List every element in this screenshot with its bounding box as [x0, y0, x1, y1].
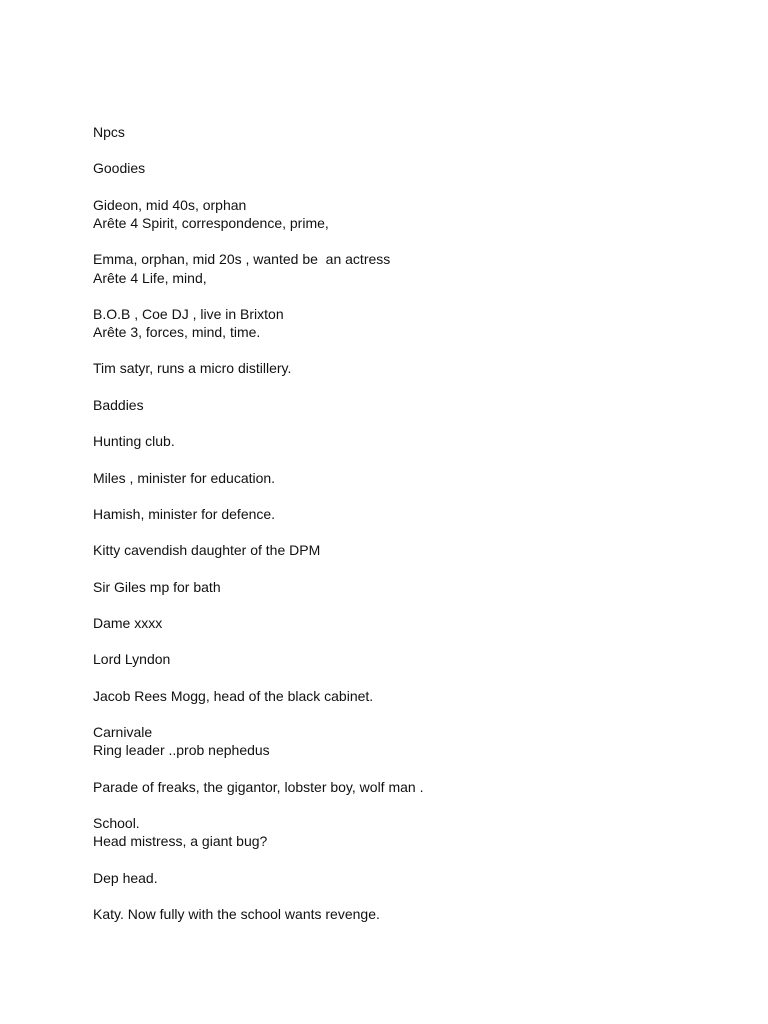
blank-line: [93, 487, 733, 505]
document-line: Dame xxxx: [93, 615, 163, 632]
document-line: Carnivale: [93, 724, 153, 741]
blank-line: [93, 450, 733, 468]
blank-line: [93, 141, 733, 159]
document-line: Kitty cavendish daughter of the DPM: [93, 542, 321, 559]
document-page: [93, 123, 733, 923]
blank-line: [93, 760, 733, 778]
document-line: Hamish, minister for defence.: [93, 505, 276, 522]
document-line: Gideon, mid 40s, orphan: [93, 196, 247, 213]
document-line: School.: [93, 815, 140, 832]
document-line: Ring leader ..prob nephedus: [93, 742, 270, 759]
document-line: Miles , minister for education.: [93, 469, 276, 486]
document-line: Hunting club.: [93, 433, 175, 450]
blank-line: [93, 851, 733, 869]
blank-line: [93, 414, 733, 432]
document-line: Arête 3, forces, mind, time.: [93, 324, 261, 341]
document-line: Katy. Now fully with the school wants revenge.: [93, 906, 380, 923]
document-line: Baddies: [93, 396, 144, 413]
blank-line: [93, 560, 733, 578]
blank-line: [93, 705, 733, 723]
blank-line: [93, 378, 733, 396]
blank-line: [93, 596, 733, 614]
document-line: Arête 4 Life, mind,: [93, 269, 207, 286]
blank-line: [93, 232, 733, 250]
blank-line: [93, 287, 733, 305]
blank-line: [93, 669, 733, 687]
document-line: Lord Lyndon: [93, 651, 171, 668]
document-line: Emma, orphan, mid 20s , wanted be an actress: [93, 251, 391, 268]
blank-line: [93, 178, 733, 196]
blank-line: [93, 796, 733, 814]
document-line: Sir Giles mp for bath: [93, 578, 221, 595]
blank-line: [93, 523, 733, 541]
document-line: Jacob Rees Mogg, head of the black cabinet.: [93, 687, 374, 704]
document-line: Npcs: [93, 124, 125, 140]
blank-line: [93, 887, 733, 905]
document-line: Parade of freaks, the gigantor, lobster boy, wolf man .: [93, 778, 424, 795]
document-line: Dep head.: [93, 869, 158, 886]
document-line: Head mistress, a giant bug?: [93, 833, 268, 850]
document-line: Arête 4 Spirit, correspondence, prime,: [93, 214, 329, 231]
document-line: B.O.B , Coe DJ , live in Brixton: [93, 305, 284, 322]
document-line: Goodies: [93, 160, 146, 177]
blank-line: [93, 632, 733, 650]
document-line: Tim satyr, runs a micro distillery.: [93, 360, 292, 377]
blank-line: [93, 341, 733, 359]
